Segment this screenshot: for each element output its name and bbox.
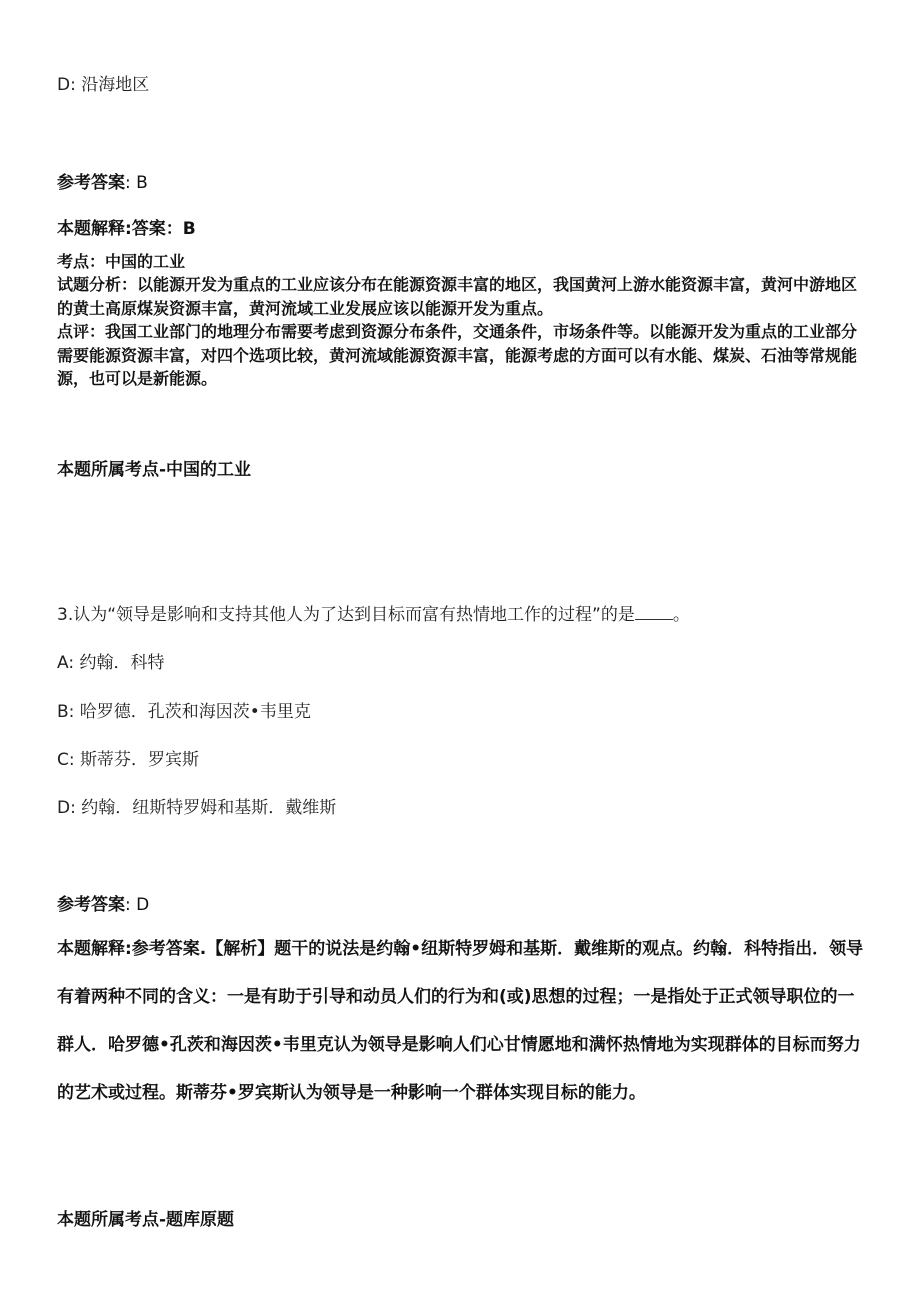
comment-text: 我国工业部门的地理分布需要考虑到资源分布条件，交通条件，市场条件等。以能源开发为重点的工业部分需要能源资源丰富，对四个选项比较，黄河流域能源资源丰富，能源考虑的方面可以有水能、煤炭、石油等常规能源，也可以是新能源。 [57,322,858,388]
explain-head: :答案：B [125,219,196,239]
answer-label-q3: 参考答案 [57,895,125,915]
analysis-text: 以能源开发为重点的工业应该分布在能源资源丰富的地区，我国黄河上游水能资源丰富，黄河中游地区的黄土高原煤炭资源丰富，黄河流域工业发展应该以能源开发为重点。 [57,275,858,318]
question-end: 。 [672,605,690,625]
answer-blank [635,605,673,620]
option-a: A: 约翰．科特 [57,653,165,673]
analysis-label: 试题分析： [57,275,138,294]
option-d: D: 沿海地区 [57,75,150,95]
analysis-paragraph [57,273,867,320]
explain-text-q3: :参考答案.【解析】题干的说法是约翰•纽斯特罗姆和基斯．戴维斯的观点。约翰．科特指出．领导有着两种不同的含义：一是有助于引导和动员人们的行为和(或)思想的过程；一是指处于正式领导职位的一群人．哈罗德•孔茨和海因茨•韦里克认为领导是影响人们心甘情愿地和满怀热情地为实现群体的目标而努力的艺术或过程。斯蒂芬•罗宾斯认为领导是一种影响一个群体实现目标的能力。 [57,939,864,1103]
option-c: C: 斯蒂芬．罗宾斯 [57,750,200,770]
topic-line: 本题所属考点-中国的工业 [57,460,252,480]
topic-line-q3: 本题所属考点-题库原题 [57,1210,235,1230]
answer-line [57,168,148,193]
explanation-heading [57,214,196,239]
answer-sep: : [125,173,137,193]
explanation-paragraph [57,925,867,1117]
answer-label: 参考答案 [57,173,125,193]
option-b: B: 哈罗德．孔茨和海因茨•韦里克 [57,702,311,722]
comment-label: 点评： [57,322,106,341]
explain-label: 本题解释 [57,219,125,239]
answer-sep-q3: : [125,895,137,915]
question-stem [57,600,690,625]
knowledge-point: 考点：中国的工业 [57,252,186,271]
question-text: 3.认为“领导是影响和支持其他人为了达到目标而富有热情地工作的过程”的是 [57,605,635,625]
option-d-q3: D: 约翰．纽斯特罗姆和基斯．戴维斯 [57,798,337,818]
answer-value: B [136,173,148,193]
answer-line-q3 [57,890,149,915]
answer-value-q3: D [136,895,150,915]
comment-paragraph [57,320,867,391]
explain-label-q3: 本题解释 [57,939,125,959]
